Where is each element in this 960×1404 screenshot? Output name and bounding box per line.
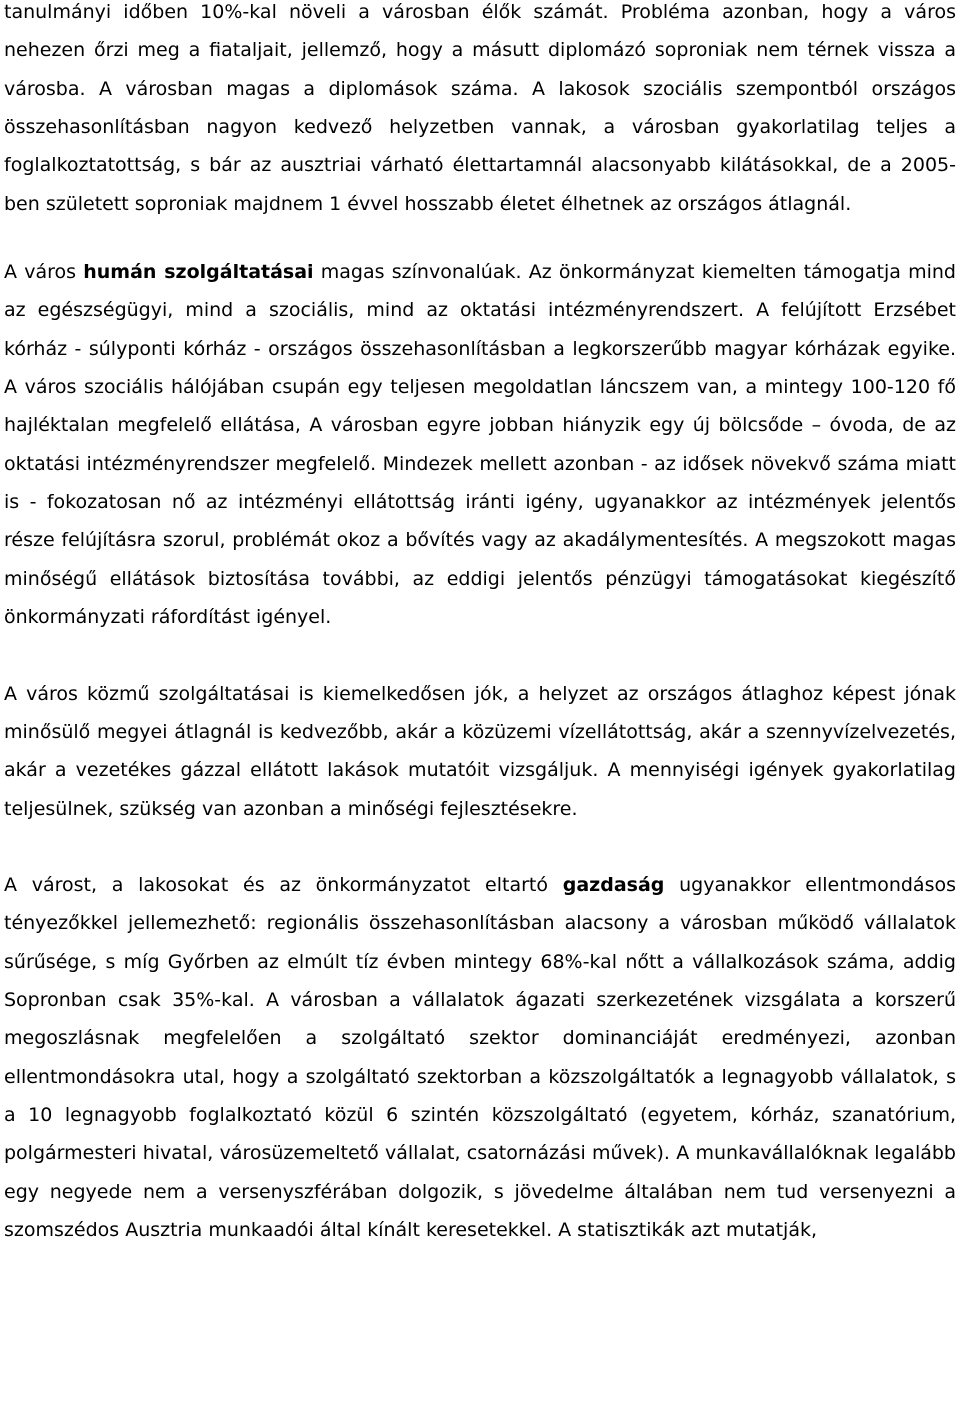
paragraph-text: A város <box>4 261 84 284</box>
bold-term-human-services: humán szolgáltatásai <box>83 261 314 284</box>
paragraph-text: A város közmű szolgáltatásai is kiemelkedősen jók, a helyzet az országos átlaghoz képest jónak minősülő megyei átlagnál is kedvezőbb, akár a közüzemi vízellátottság, akár a szennyvízelvezetés, akár a vezetékes gázzal ellátott lakások mutatóit vizsgáljuk. A mennyiségi igények gyakorlatilag teljesülnek, szükség van azonban a minőségi fejlesztésekre. <box>4 682 956 820</box>
paragraph-text: ugyanakkor ellentmondásos tényezőkkel jellemezhető: regionális összehasonlításban alacsony a városban működő vállalatok sűrűsége, s míg Győrben az elmúlt tíz évben mintegy 68%-kal nőtt a vállalkozások száma, addig Sopronban csak 35%-kal. A városban a vállalatok ágazati szerkezetének vizsgálata a korszerű megoszlásnak megfelelően a szolgáltató szektor dominanciáját eredményezi, azonban ellentmondásokra utal, hogy a szolgáltató szektorban a közszolgáltatók a legnagyobb vállalatok, s a 10 legnagyobb foglalkoztató közül 6 szintén közszolgáltató (egyetem, kórház, szanatórium, polgármesteri hivatal, városüzemeltető vállalat, csatornázási művek). A munkavállalóknak legalább egy negyede nem a versenyszférában dolgozik, s jövedelme általában nem tud versenyezni a szomszédos Ausztria munkaadói által kínált keresetekkel. A statisztikák azt mutatják, <box>4 873 956 1241</box>
bold-term-economy: gazdaság <box>562 873 665 896</box>
paragraph-economy <box>4 866 956 1249</box>
paragraph-utilities <box>4 675 956 828</box>
paragraph-text: tanulmányi időben 10%-kal növeli a városban élők számát. Probléma azonban, hogy a város nehezen őrzi meg a fiataljait, jellemző, hogy a másutt diplomázó soproniak nem térnek vissza a városba. A városban magas a diplomások száma. A lakosok szociális szempontból országos összehasonlításban nagyon kedvező helyzetben vannak, a városban gyakorlatilag teljes a foglalkoztatottság, s bár az ausztriai várható élettartamnál alacsonyabb kilátásokkal, de a 2005-ben született soproniak majdnem 1 évvel hosszabb életet élhetnek az országos átlagnál. <box>4 1 956 215</box>
paragraph-human-services <box>4 253 956 636</box>
paragraph-text: A várost, a lakosokat és az önkormányzatot eltartó <box>4 873 563 896</box>
document-page <box>4 0 956 1249</box>
paragraph-population <box>4 0 956 223</box>
paragraph-text: magas színvonalúak. Az önkormányzat kiemelten támogatja mind az egészségügyi, mind a szociális, mind az oktatási intézményrendszert. A felújított Erzsébet kórház - súlyponti kórház - országos összehasonlításban a legkorszerűbb magyar kórházak egyike. A város szociális hálójában csupán egy teljesen megoldatlan láncszem van, a mintegy 100-120 fő hajléktalan megfelelő ellátása, A városban egyre jobban hiányzik egy új bölcsőde – óvoda, de az oktatási intézményrendszer megfelelő. Mindezek mellett azonban - az idősek növekvő száma miatt is - fokozatosan nő az intézményi ellátottság iránti igény, ugyanakkor az intézmények jelentős része felújításra szorul, problémát okoz a bővítés vagy az akadálymentesítés. A megszokott magas minőségű ellátások biztosítása további, az eddigi jelentős pénzügyi támogatásokat kiegészítő önkormányzati ráfordítást igényel. <box>4 261 956 629</box>
